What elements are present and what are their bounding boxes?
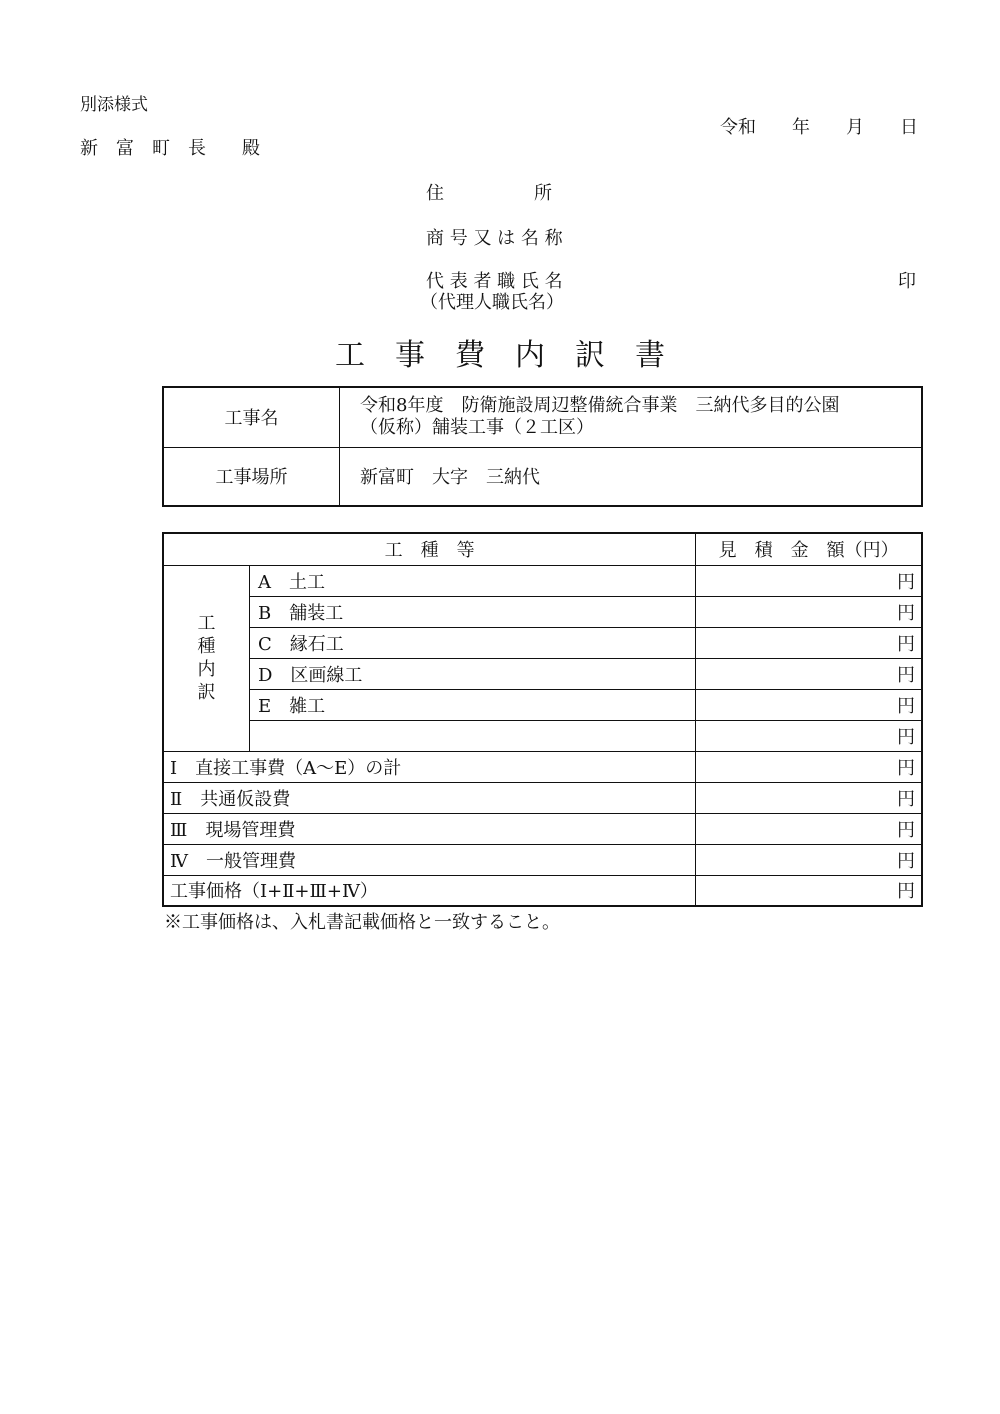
- item-row-b: [250, 596, 696, 627]
- group-label-char: 内: [197, 659, 216, 680]
- total-label: 工事価格（Ⅰ+Ⅱ+Ⅲ+Ⅳ）: [170, 881, 378, 903]
- group-label-char: 訳: [197, 682, 216, 703]
- item-row-c: [250, 627, 696, 658]
- yen-unit: 円: [897, 633, 915, 655]
- item-row-a: [250, 565, 696, 596]
- trade-name-label: 商 号 又 は 名 称: [426, 228, 563, 249]
- col-header-amount-text: 見 積 金 額（円）: [718, 540, 899, 562]
- amount-cell[interactable]: [696, 782, 922, 813]
- total-row-construction-price: [163, 875, 696, 906]
- amount-cell[interactable]: [696, 596, 922, 627]
- representative-label: 代 表 者 職 氏 名: [426, 271, 563, 292]
- yen-unit: 円: [897, 602, 915, 624]
- item-label: C 縁石工: [258, 633, 344, 655]
- amount-cell[interactable]: [696, 875, 922, 906]
- item-label: D 区画線工: [258, 664, 363, 686]
- yen-unit: 円: [897, 726, 915, 748]
- group-label-cell: [163, 565, 250, 751]
- project-place-label-text: 工事場所: [215, 467, 288, 489]
- total-row-site-management: [163, 813, 696, 844]
- yen-unit: 円: [897, 664, 915, 686]
- amount-cell[interactable]: [696, 627, 922, 658]
- amount-cell[interactable]: [696, 689, 922, 720]
- amount-cell[interactable]: [696, 565, 922, 596]
- yen-unit: 円: [897, 571, 915, 593]
- group-label-char: 種: [197, 636, 216, 657]
- address-label: 住 所: [426, 183, 552, 204]
- project-name-value: [340, 387, 923, 447]
- yen-unit: 円: [897, 695, 915, 717]
- agent-label: （代理人職氏名）: [420, 292, 564, 313]
- item-row-d: [250, 658, 696, 689]
- document-title: 工 事 費 内 訳 書: [335, 338, 665, 373]
- breakdown-table: [162, 532, 923, 907]
- col-header-type: [163, 533, 696, 565]
- form-label: 別添様式: [80, 95, 148, 115]
- project-name-line1: 令和8年度 防衛施設周辺整備統合事業 三納代多目的公園: [360, 395, 840, 417]
- total-label: Ⅲ 現場管理費: [170, 819, 296, 841]
- yen-unit: 円: [897, 881, 915, 903]
- footnote: ※工事価格は、入札書記載価格と一致すること。: [164, 912, 560, 933]
- total-label: Ⅳ 一般管理費: [170, 850, 296, 872]
- yen-unit: 円: [897, 819, 915, 841]
- project-place-label: [163, 447, 340, 506]
- project-place-text: 新富町 大字 三納代: [360, 467, 540, 489]
- yen-unit: 円: [897, 757, 915, 779]
- total-label: Ⅰ 直接工事費（A～E）の計: [170, 757, 402, 779]
- yen-unit: 円: [897, 788, 915, 810]
- project-info-table: [162, 386, 923, 507]
- amount-cell[interactable]: [696, 658, 922, 689]
- total-row-direct: [163, 751, 696, 782]
- yen-unit: 円: [897, 850, 915, 872]
- item-row-blank[interactable]: [250, 720, 696, 751]
- project-name-label-text: 工事名: [224, 408, 279, 430]
- item-label: B 舗装工: [258, 602, 344, 624]
- total-row-common-temporary: [163, 782, 696, 813]
- item-row-e: [250, 689, 696, 720]
- col-header-type-text: 工 種 等: [384, 540, 475, 562]
- project-name-line2: （仮称）舗装工事（２工区）: [360, 417, 594, 439]
- total-row-general-management: [163, 844, 696, 875]
- item-label: E 雑工: [258, 695, 326, 717]
- addressee: 新 富 町 長 殿: [80, 138, 260, 159]
- amount-cell[interactable]: [696, 844, 922, 875]
- col-header-amount: [696, 533, 922, 565]
- project-name-label: [163, 387, 340, 447]
- amount-cell[interactable]: [696, 751, 922, 782]
- project-place-value: [340, 447, 923, 506]
- date-field: 令和 年 月 日: [720, 117, 918, 138]
- amount-cell[interactable]: [696, 813, 922, 844]
- item-label: A 土工: [258, 571, 325, 593]
- seal-mark: 印: [898, 271, 916, 292]
- group-label-char: 工: [197, 613, 216, 634]
- amount-cell[interactable]: [696, 720, 922, 751]
- total-label: Ⅱ 共通仮設費: [170, 788, 291, 810]
